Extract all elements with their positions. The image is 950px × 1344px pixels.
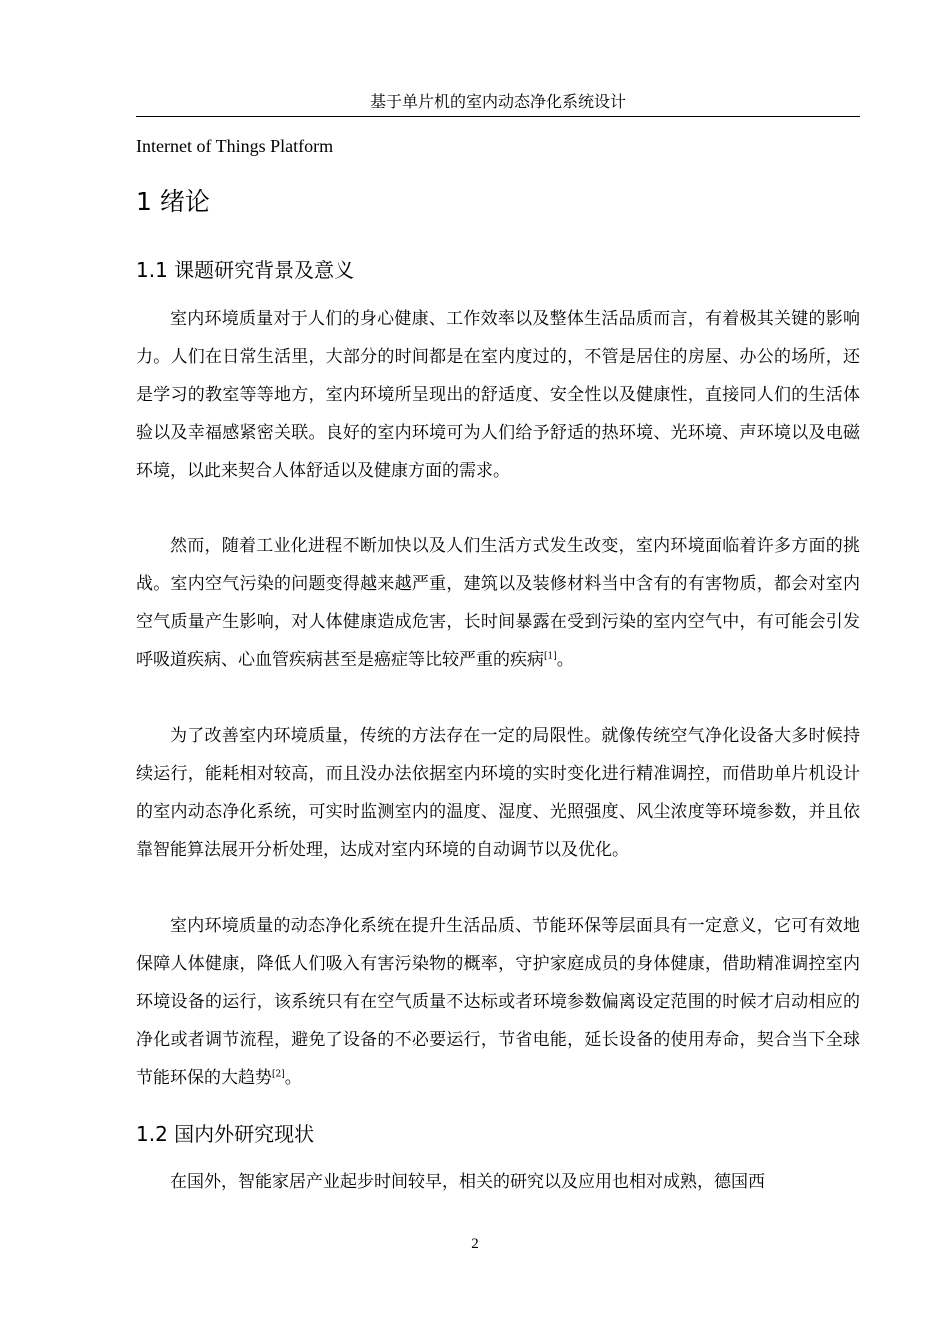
paragraph-tail: 。 [556, 650, 574, 670]
paragraph [136, 717, 860, 869]
paragraph [136, 300, 860, 490]
paragraph [136, 1163, 860, 1201]
chapter-title: 1 绪论 [136, 187, 210, 216]
section-title-1-2: 1.2 国内外研究现状 [136, 1122, 315, 1146]
paragraph-text: 室内环境质量对于人们的身心健康、工作效率以及整体生活品质而言，有着极其关键的影响力。人们在日常生活里，大部分的时间都是在室内度过的，不管是居住的房屋、办公的场所，还是学习的教室等等地方，室内环境所呈现出的舒适度、安全性以及健康性，直接同人们的生活体验以及幸福感紧密关联。良好的室内环境可为人们给予舒适的热环境、光环境、声环境以及电磁环境，以此来契合人体舒适以及健康方面的需求。 [136, 309, 860, 481]
paragraph-text: 在国外，智能家居产业起步时间较早，相关的研究以及应用也相对成熟，德国西 [170, 1172, 765, 1192]
page-header [136, 90, 860, 117]
header-title: 基于单片机的室内动态净化系统设计 [369, 92, 626, 111]
paragraph-tail: 。 [284, 1068, 302, 1088]
citation-ref: [1] [544, 651, 557, 662]
paragraph [136, 907, 860, 1097]
paragraph [136, 527, 860, 679]
page-number: 2 [471, 1236, 479, 1252]
paragraph-text: 然而，随着工业化进程不断加快以及人们生活方式发生改变，室内环境面临着许多方面的挑战。室内空气污染的问题变得越来越严重，建筑以及装修材料当中含有的有害物质，都会对室内空气质量产生影响，对人体健康造成危害，长时间暴露在受到污染的室内空气中，有可能会引发呼吸道疾病、心血管疾病甚至是癌症等比较严重的疾病 [136, 536, 860, 670]
citation-ref: [2] [272, 1069, 285, 1080]
paragraph-text: 室内环境质量的动态净化系统在提升生活品质、节能环保等层面具有一定意义，它可有效地保障人体健康，降低人们吸入有害污染物的概率，守护家庭成员的身体健康，借助精准调控室内环境设备的运行，该系统只有在空气质量不达标或者环境参数偏离设定范围的时候才启动相应的净化或者调节流程，避免了设备的不必要运行，节省电能，延长设备的使用寿命，契合当下全球节能环保的大趋势 [136, 916, 860, 1088]
section-title-1-1: 1.1 课题研究背景及意义 [136, 258, 355, 282]
english-keywords: Internet of Things Platform [136, 136, 334, 156]
paragraph-text: 为了改善室内环境质量，传统的方法存在一定的局限性。就像传统空气净化设备大多时候持续运行，能耗相对较高，而且没办法依据室内环境的实时变化进行精准调控，而借助单片机设计的室内动态净化系统，可实时监测室内的温度、湿度、光照强度、风尘浓度等环境参数，并且依靠智能算法展开分析处理，达成对室内环境的自动调节以及优化。 [136, 726, 860, 860]
